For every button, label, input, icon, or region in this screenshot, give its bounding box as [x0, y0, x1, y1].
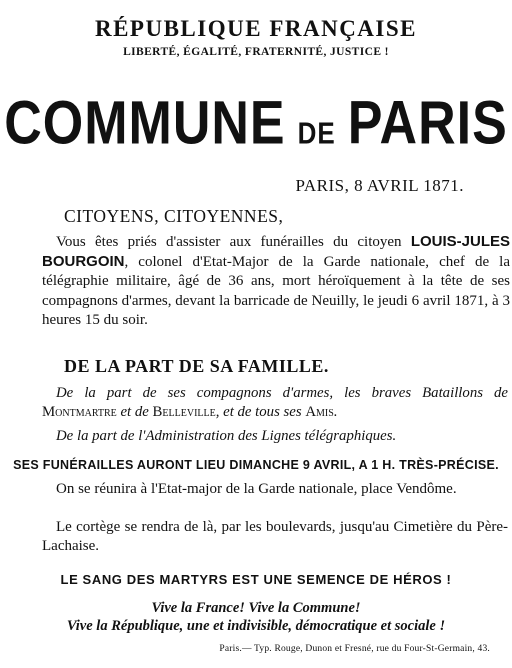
famille-heading: DE LA PART DE SA FAMILLE.: [64, 356, 329, 376]
reunira-paragraph: [42, 480, 508, 499]
cortege-text: Le cortège se rendra de là, par les boulevards, jusqu'au Cimetière du Père-Lachaise.: [42, 519, 508, 554]
deceased-name: LOUIS-JULES BOURGOIN: [42, 233, 510, 271]
amis-word: Amis: [305, 403, 334, 420]
announcement-details: , colonel d'Etat-Major de la Garde nationale, chef de la télégraphie militaire, âgé de 36 ans, mort héroïquement à la tête de ses compagnons d'armes, devant la barricade de Neuilly, le jeudi 6 avril 1871, à 3 heures 15 du soir.: [42, 254, 510, 328]
announcement-intro: Vous êtes priés d'assister aux funérailles du citoyen: [56, 234, 402, 250]
de-word: DE: [297, 115, 336, 151]
devise-line: LIBERTÉ, ÉGALITÉ, FRATERNITÉ, JUSTICE !: [123, 46, 389, 58]
printer-imprint: Paris.— Typ. Rouge, Dunon et Fresné, rue du Four-St-Germain, 43.: [219, 644, 490, 654]
vive-line-1: Vive la France! Vive la Commune!: [151, 600, 361, 616]
belleville-name: Belleville: [152, 403, 216, 420]
compagnons-end: .: [333, 403, 338, 420]
commune-title: [0, 88, 512, 159]
administration-line: De la part de l'Administration des Lignes télégraphiques.: [56, 428, 397, 444]
compagnons-part1: De la part de ses compagnons d'armes, les braves Bataillons de: [56, 385, 508, 401]
paris-word: PARIS: [347, 89, 508, 158]
salutation: CITOYENS, CITOYENNES,: [64, 206, 284, 226]
republique-heading: RÉPUBLIQUE FRANÇAISE: [94, 16, 417, 41]
compagnons-et-de: et de: [120, 403, 149, 420]
commune-word: COMMUNE: [4, 89, 286, 158]
compagnons-part2: , et de tous ses: [215, 403, 302, 420]
vive-line-2: Vive la République, une et indivisible, démocratique et sociale !: [66, 618, 446, 634]
sang-line: LE SANG DES MARTYRS EST UNE SEMENCE DE HÉROS !: [60, 572, 452, 587]
cortege-paragraph: [42, 518, 508, 556]
funerailles-line: SES FUNÉRAILLES AURONT LIEU DIMANCHE 9 AVRIL, A 1 H. TRÈS-PRÉCISE.: [13, 458, 499, 472]
compagnons-paragraph: [42, 384, 508, 421]
announcement-paragraph: [42, 232, 510, 330]
date-line: PARIS, 8 AVRIL 1871.: [295, 176, 464, 195]
reunira-text: On se réunira à l'Etat-major de la Garde nationale, place Vendôme.: [56, 481, 457, 497]
montmartre-name: Montmartre: [42, 403, 117, 420]
